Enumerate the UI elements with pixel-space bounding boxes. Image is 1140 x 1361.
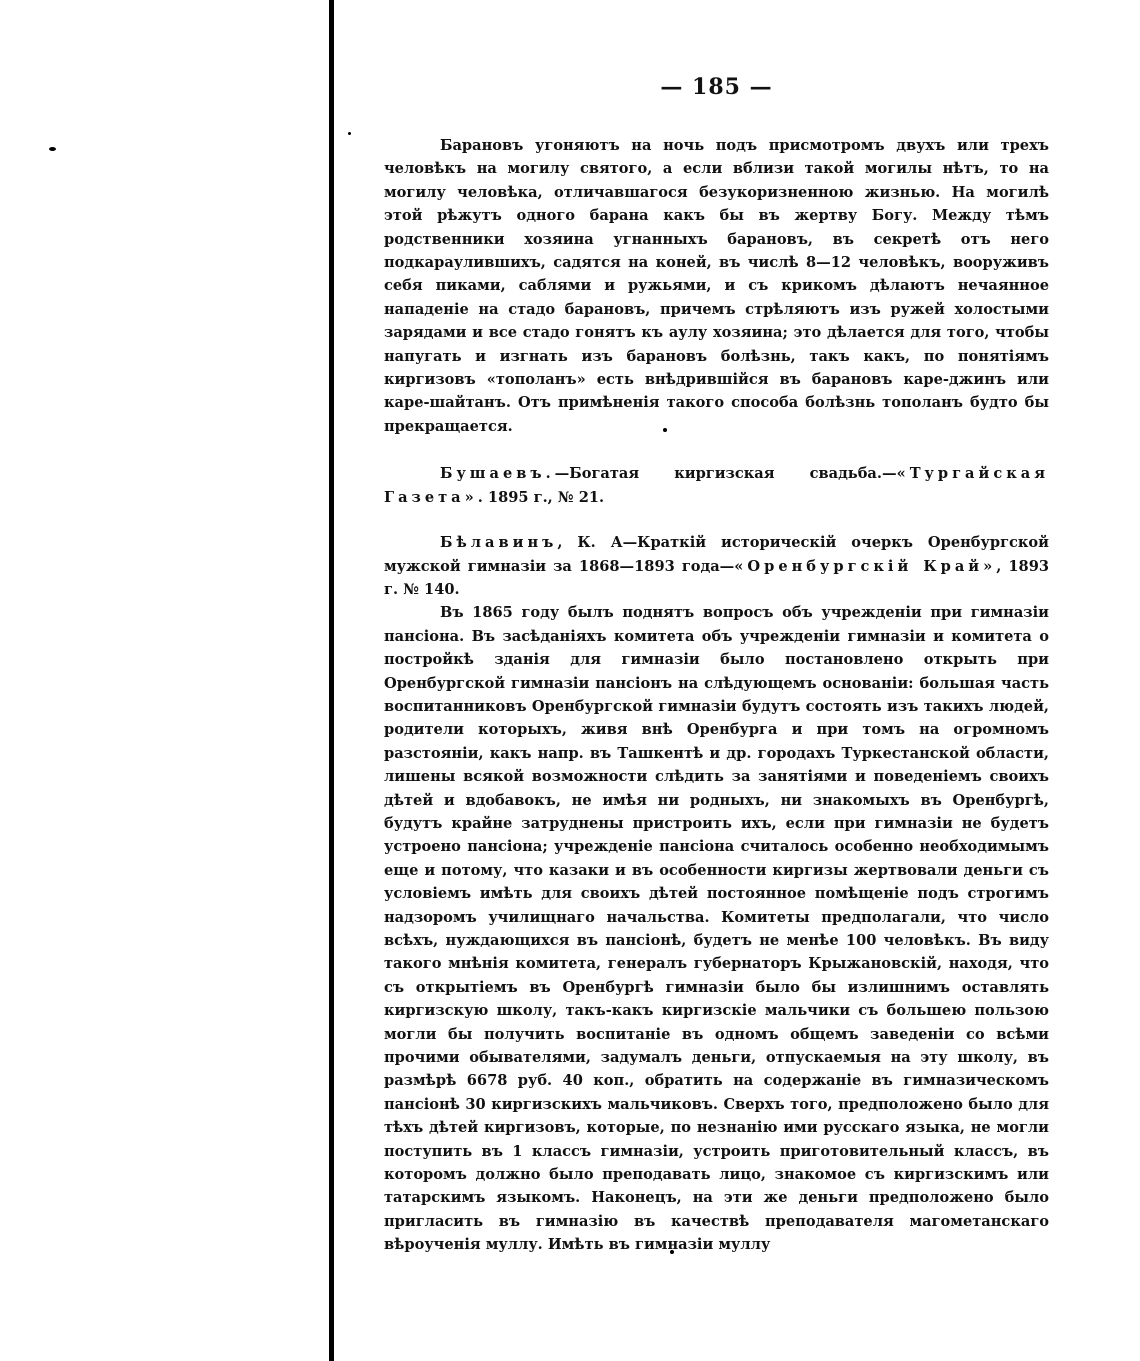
- paragraph-pension-history: Въ 1865 году былъ поднятъ вопросъ объ учрежденіи при гимназіи пансіона. Въ засѣданіяхъ комитета объ учрежденіи гимназіи и комитета о постройкѣ зданія для гимназіи было постановлено открыть при Оренбургской гимназіи пансіонъ на слѣдующемъ основаніи: большая часть воспитанниковъ Оренбургской гимназіи будутъ состоять изъ такихъ людей, родители которыхъ, живя внѣ Оренбурга и при томъ на огромномъ разстояніи, какъ напр. въ Ташкентѣ и др. городахъ Туркестанской области, лишены всякой возможности слѣдить за занятіями и поведеніемъ своихъ дѣтей и вдобавокъ, не имѣя ни родныхъ, ни знакомыхъ въ Оренбургѣ, будутъ крайне затруднены пристроить ихъ, если при гимназіи не будетъ устроено пансіона; учрежденіе пансіона считалось особенно необходимымъ еще и потому, что казаки и въ особенности киргизы жертвовали деньги съ условіемъ имѣть для своихъ дѣтей постоянное помѣщеніе подъ строгимъ надзоромъ училищнаго начальства. Комитеты предполагали, что число всѣхъ, нуждающихся въ пансіонѣ, будетъ не менѣе 100 человѣкъ. Въ виду такого мнѣнія комитета, генералъ губернаторъ Крыжановскій, находя, что съ открытіемъ въ Оренбургѣ гимназіи было бы излишнимъ оставлять киргизскую школу, такъ-какъ киргизскіе мальчики съ большею пользою могли бы получить воспитаніе въ одномъ общемъ заведеніи со всѣми прочими обывателями, задумалъ деньги, отпускаемыя на эту школу, въ размѣрѣ 6678 руб. 40 коп., обратить на содержаніе въ гимназическомъ пансіонѣ 30 киргизскихъ мальчиковъ. Сверхъ того, предположено было для тѣхъ дѣтей киргизовъ, которые, по незнанію ими русскаго языка, не могли поступить въ 1 классъ гимназіи, устроить приготовительный классъ, въ которомъ должно было преподавать лицо, знакомое съ киргизскимъ или татарскимъ языкомъ. Наконецъ, на эти же деньги предположено было пригласить въ гимназію въ качествѣ преподавателя магометанскаго вѣроученія муллу. Имѣть въ гимназіи муллу: [384, 604, 1049, 1254]
- bibliography-entry-bushaev: [384, 462, 1049, 509]
- entry-source: «Тургайская Газета»: [384, 465, 1049, 506]
- text-column: [384, 134, 1049, 1257]
- entry-title: —Богатая киргизская свадьба.—: [554, 465, 897, 483]
- entry-tail: , 1893 г. № 140.: [384, 557, 1050, 598]
- page-number: — 185 —: [660, 74, 773, 100]
- scan-speck: [49, 147, 56, 151]
- binding-gutter-rule: [329, 0, 334, 1361]
- paragraph-sheep-ritual: Барановъ угоняютъ на ночь подъ присмотромъ двухъ или трехъ человѣкъ на могилу святого, а если вблизи такой могилы нѣтъ, то на могилу человѣка, отличавшагося безукоризненною жизнью. На могилѣ этой рѣжутъ одного барана какъ бы въ жертву Богу. Между тѣмъ родственники хозяина угнанныхъ барановъ, въ секретѣ отъ него подкараулившихъ, садятся на коней, въ числѣ 8—12 человѣкъ, вооруживъ себя пиками, саблями и ружьями, и съ крикомъ дѣлаютъ нечаянное нападеніе на стадо барановъ, причемъ стрѣляютъ изъ ружей холостыми зарядами и все стадо гонятъ къ аулу хозяина; это дѣлается для того, чтобы напугать и изгнать изъ барановъ болѣзнь, такъ какъ, по понятіямъ киргизовъ «тополанъ» есть внѣдрившійся въ барановъ каре-джинъ или каре-шайтанъ. Отъ примѣненія такого способа болѣзнь тополанъ будто бы прекращается.: [384, 137, 1049, 435]
- bibliography-entry-belavin: [384, 531, 1049, 601]
- scan-speck: [348, 132, 351, 135]
- entry-tail: . 1895 г., № 21.: [477, 488, 605, 506]
- entry-author: Бѣлавинъ: [440, 534, 558, 552]
- entry-title: , К. А—Краткій историческій очеркъ Оренбургской мужской гимназіи за 1868—1893 года—: [384, 534, 1049, 575]
- entry-author: Бушаевъ.: [440, 465, 555, 483]
- entry-source: «Оренбургскій Край»: [734, 557, 997, 575]
